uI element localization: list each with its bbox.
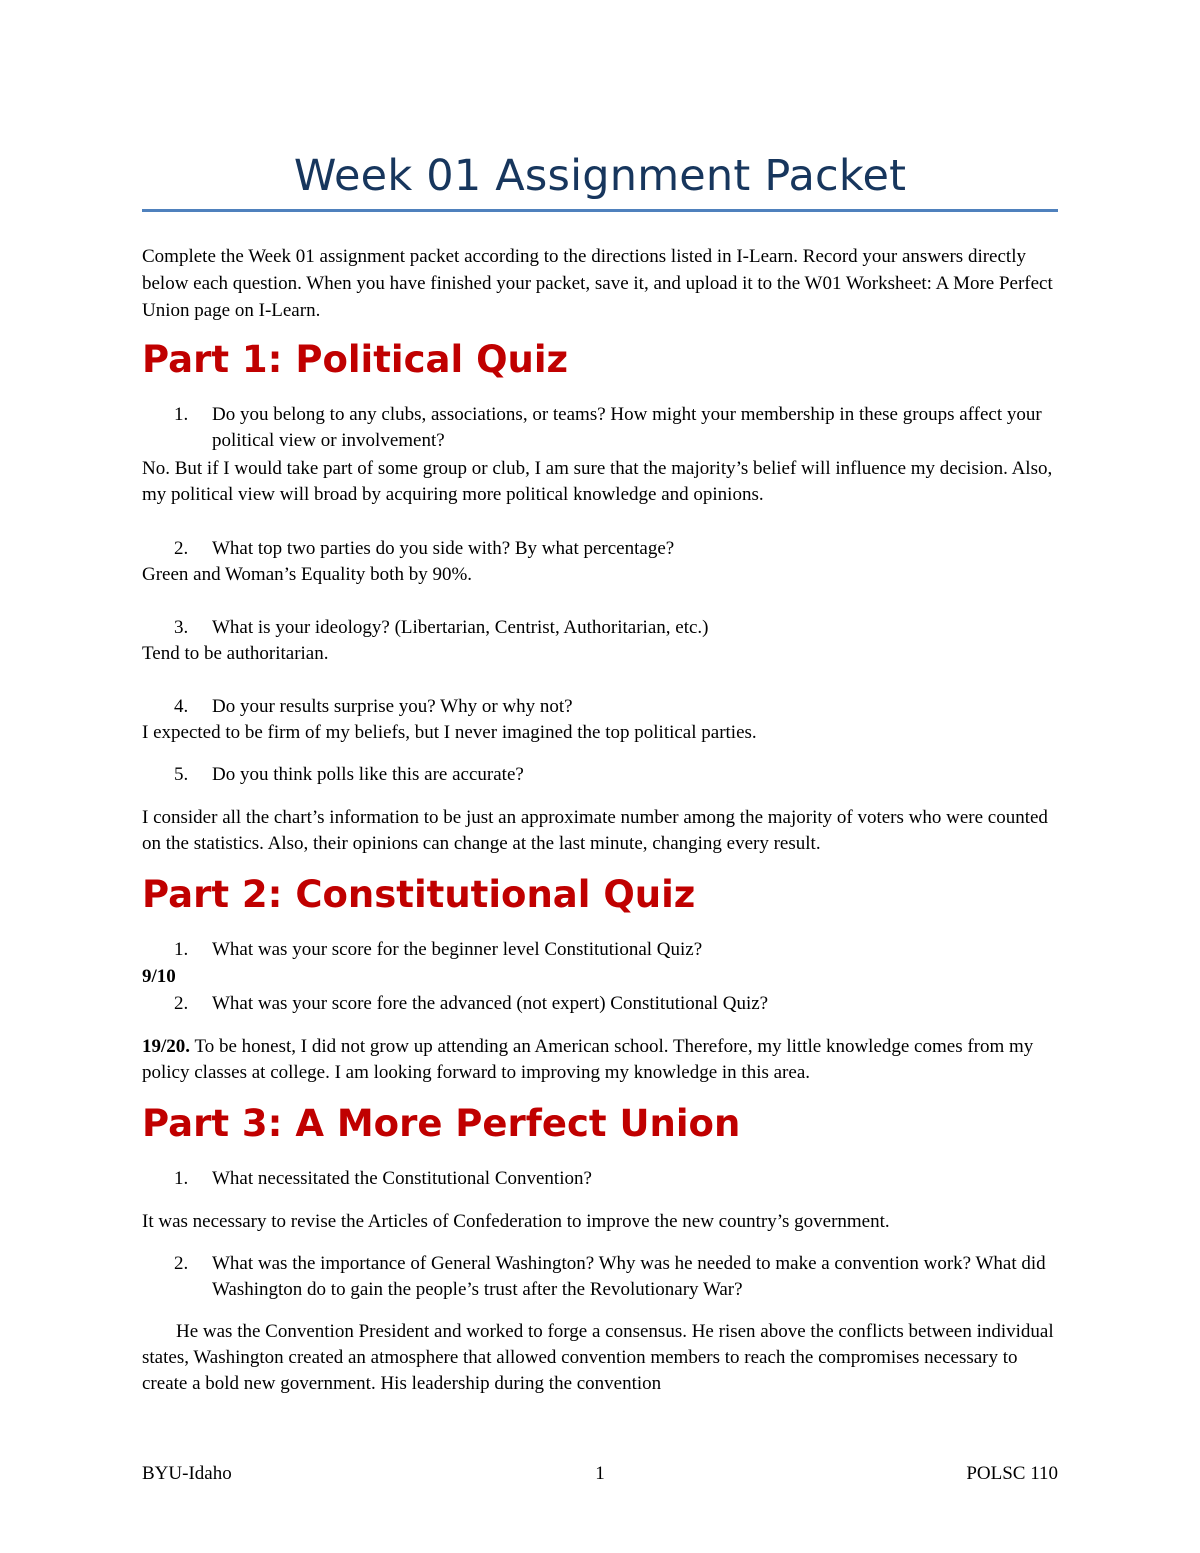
part3-answer-1: It was necessary to revise the Articles of Confederation to improve the new country’s government. [142, 1211, 890, 1232]
part1-answer-4: I expected to be firm of my beliefs, but I never imagined the top political parties. [142, 722, 757, 743]
part2-heading: Part 2: Constitutional Quiz [142, 873, 696, 916]
part3-answer-2: He was the Convention President and worked to forge a consensus. He risen above the conflicts between individual states, Washington created an atmosphere that allowed convention members to reach the compromises necessary to create a bold new government. His leadership during the convention [142, 1321, 1054, 1394]
part1-answer-5: I consider all the chart’s information to be just an approximate number among the majority of voters who were counted on the statistics. Also, their opinions can change at the last minute, changing every result. [142, 807, 1048, 854]
part3-question-1 [174, 1166, 1058, 1192]
part3-question-2 [174, 1251, 1058, 1303]
part1-answer-2: Green and Woman’s Equality both by 90%. [142, 564, 473, 585]
intro-paragraph: Complete the Week 01 assignment packet according to the directions listed in I-Learn. Record your answers directly below each question. When you have finished your packet, save it, and upload it to the W01 Worksheet: A More Perfect Union page on I-Learn. [142, 246, 1053, 321]
part1-answer-3: Tend to be authoritarian. [142, 643, 329, 664]
question-number: 1. [174, 1168, 189, 1189]
question-text: What necessitated the Constitutional Convention? [212, 1168, 592, 1189]
part3-heading: Part 3: A More Perfect Union [142, 1102, 741, 1145]
part1-question-3 [174, 615, 1058, 641]
question-number: 1. [174, 404, 189, 425]
question-text: What was your score for the beginner level Constitutional Quiz? [212, 939, 703, 960]
page-number: 1 [595, 1463, 605, 1484]
title-underline [142, 209, 1058, 212]
document-title: Week 01 Assignment Packet [293, 151, 907, 201]
question-text: Do your results surprise you? Why or why not? [212, 696, 573, 717]
question-number: 1. [174, 939, 189, 960]
question-number: 3. [174, 617, 189, 638]
score-value: 19/20. [142, 1036, 191, 1057]
question-text: What top two parties do you side with? By what percentage? [212, 538, 675, 559]
question-text: Do you think polls like this are accurate? [212, 764, 524, 785]
question-text: Do you belong to any clubs, associations, or teams? How might your membership in these groups affect your political view or involvement? [212, 404, 1042, 451]
part2-question-2 [174, 991, 1058, 1017]
part1-answer-1: No. But if I would take part of some group or club, I am sure that the majority’s belief will influence my decision. Also, my political view will broad by acquiring more political knowledge and opinions. [142, 458, 1053, 505]
footer-right: POLSC 110 [966, 1463, 1058, 1484]
question-text: What was your score fore the advanced (not expert) Constitutional Quiz? [212, 993, 769, 1014]
part2-answer-1: 9/10 [142, 966, 176, 987]
answer-text: To be honest, I did not grow up attending an American school. Therefore, my little knowledge comes from my policy classes at college. I am looking forward to improving my knowledge in this area. [142, 1036, 1034, 1083]
question-text: What is your ideology? (Libertarian, Centrist, Authoritarian, etc.) [212, 617, 709, 638]
question-text: What was the importance of General Washington? Why was he needed to make a convention work? What did Washington do to gain the people’s trust after the Revolutionary War? [212, 1253, 1046, 1300]
footer-left: BYU-Idaho [142, 1463, 232, 1484]
question-number: 2. [174, 538, 189, 559]
part2-answer-2 [142, 1034, 1058, 1086]
question-number: 2. [174, 1253, 189, 1274]
part1-question-2 [174, 536, 1058, 562]
part1-question-1 [174, 402, 1058, 454]
question-number: 2. [174, 993, 189, 1014]
part1-question-5 [174, 762, 1058, 788]
question-number: 5. [174, 764, 189, 785]
part1-heading: Part 1: Political Quiz [142, 338, 569, 381]
question-number: 4. [174, 696, 189, 717]
part2-question-1 [174, 937, 1058, 963]
part1-question-4 [174, 694, 1058, 720]
